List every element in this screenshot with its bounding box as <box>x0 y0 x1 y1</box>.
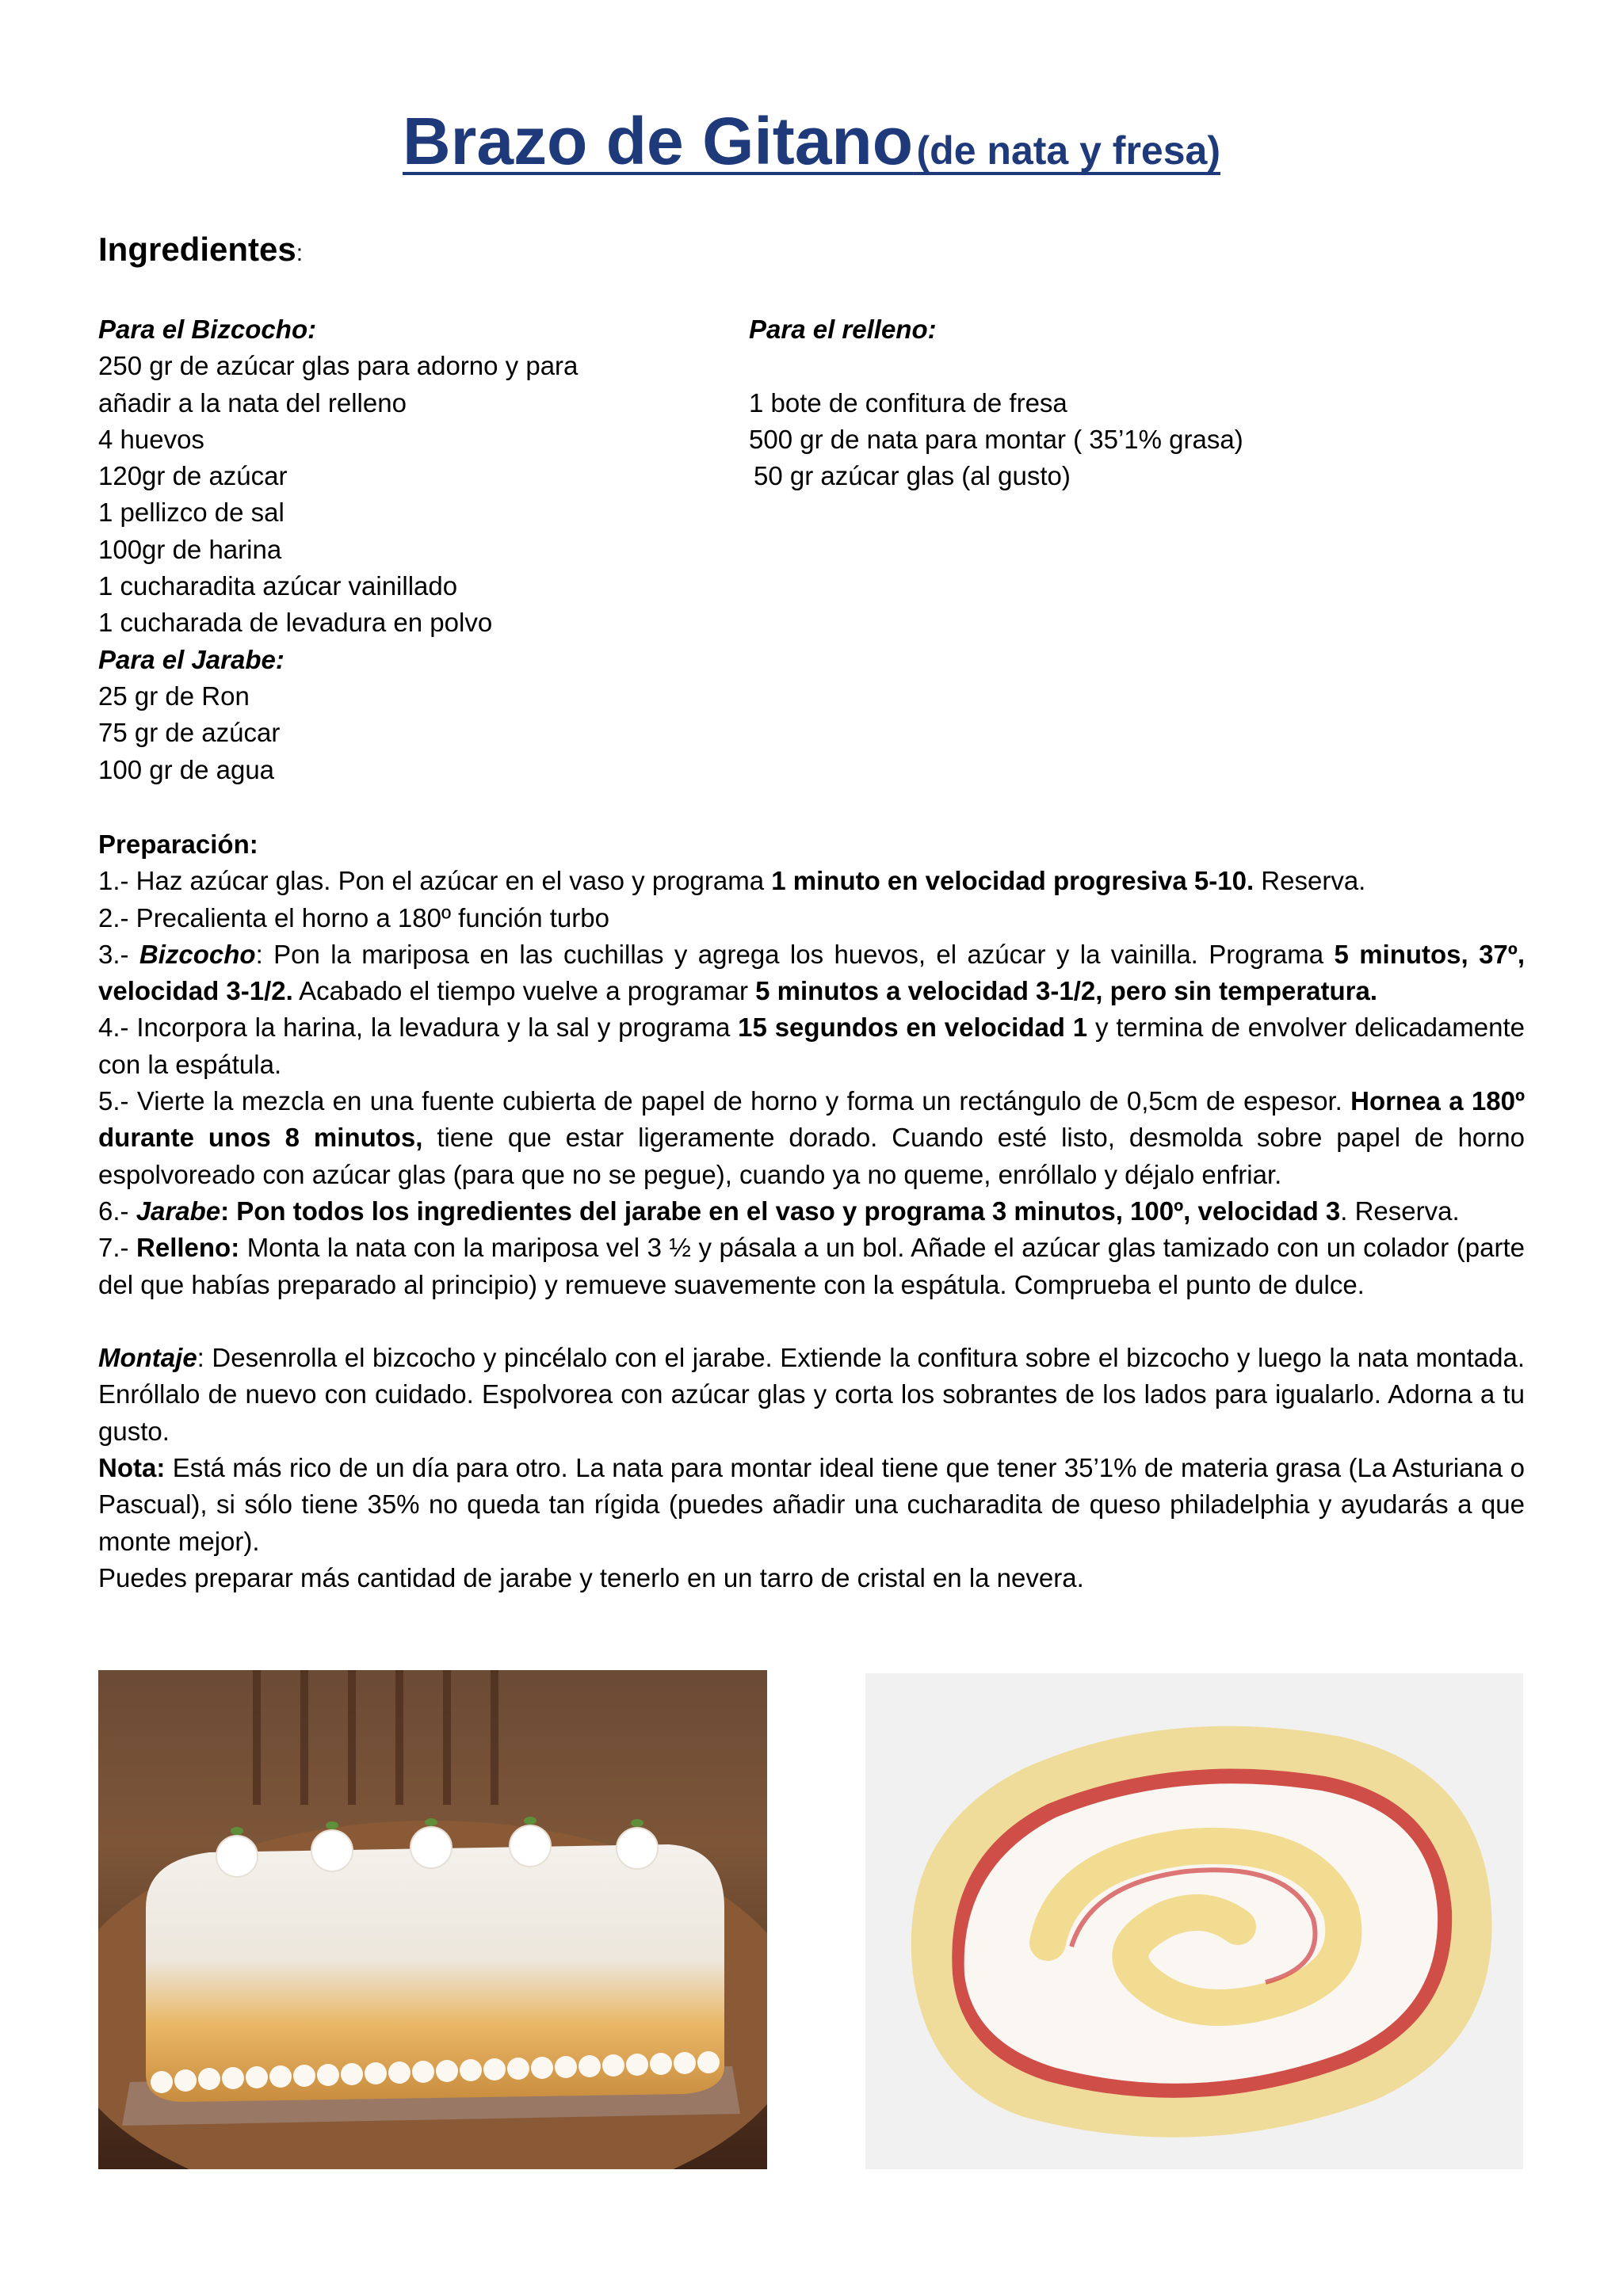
step-text: Reserva. <box>1254 866 1366 896</box>
step-5 <box>98 1083 1525 1193</box>
montaje-text: : Desenrolla el bizcocho y pincélalo con el jarabe. Extiende la confitura sobre el bizcocho y luego la nata montada. Enróllalo de nuevo con cuidado. Espolvorea con azúcar glas y corta los sobrantes de los lados para igualarlo. Adorna a tu gusto. <box>98 1343 1525 1446</box>
step-6 <box>98 1193 1525 1230</box>
step-text: 3.- <box>98 939 139 969</box>
ingredient-item: 75 gr de azúcar <box>98 718 281 748</box>
nota-extra: Puedes preparar más cantidad de jarabe y tenerlo en un tarro de cristal en la nevera. <box>98 1562 1084 1592</box>
step-text: 1.- Haz azúcar glas. Pon el azúcar en el vaso y programa <box>98 866 772 896</box>
step-7 <box>98 1230 1525 1303</box>
cake-slice-illustration <box>865 1673 1523 2169</box>
step-text: 6.- <box>98 1196 136 1226</box>
ingredient-item: 1 cucharada de levadura en polvo <box>98 608 493 638</box>
ingredient-item: 25 gr de Ron <box>98 681 250 711</box>
ingredient-item: 100gr de harina <box>98 534 282 564</box>
ingredient-item: 4 huevos <box>98 424 204 454</box>
cake-roll-illustration <box>98 1670 767 2169</box>
step-text: Monta la nata con la mariposa vel 3 ½ y pásala a un bol. Añade el azúcar glas tamizado con un colador (parte del que habías preparado al principio) y remueve suavemente con la espátula. Comprueba el punto de dulce. <box>98 1233 1525 1299</box>
page-title <box>0 101 1623 181</box>
step-label: Bizcocho <box>139 939 256 969</box>
step-emphasis: 3 minutos, 100º, velocidad 3 <box>991 1196 1341 1226</box>
ingredients-right-column <box>749 311 1462 494</box>
step-2 <box>98 900 1525 936</box>
ingredients-left-column <box>98 311 732 788</box>
bizcocho-heading: Para el Bizcocho: <box>98 315 317 344</box>
montaje-paragraph <box>98 1340 1525 1450</box>
step-text: : Pon todos los ingredientes del jarabe en el vaso y programa <box>220 1196 992 1226</box>
jarabe-heading: Para el Jarabe: <box>98 644 285 674</box>
step-text: 4.- Incorpora la harina, la levadura y la sal y programa <box>98 1013 739 1043</box>
step-text: : Pon la mariposa en las cuchillas y agrega los huevos, el azúcar y la vainilla. Programa <box>255 939 1335 969</box>
ingredient-item: 50 gr azúcar glas (al gusto) <box>754 461 1071 491</box>
preparation-heading: Preparación: <box>98 830 258 859</box>
ingredient-item: 100 gr de agua <box>98 754 275 784</box>
nota-paragraph <box>98 1450 1525 1560</box>
montaje-label: Montaje <box>98 1343 197 1373</box>
step-emphasis: 15 segundos en velocidad 1 <box>738 1013 1088 1043</box>
ingredient-item: 1 pellizco de sal <box>98 498 285 528</box>
ingredient-item: 1 cucharadita azúcar vainillado <box>98 571 458 601</box>
step-text: tiene que estar ligeramente dorado. Cuando esté listo, desmolda sobre papel de horno espolvoreado con azúcar glas (para que no se pegue), cuando ya no queme, enróllalo y déjalo enfriar. <box>98 1123 1525 1189</box>
step-text: . Reserva. <box>1340 1196 1460 1226</box>
step-text: Acabado el tiempo vuelve a programar <box>292 976 756 1006</box>
step-4 <box>98 1009 1525 1083</box>
step-label: Jarabe <box>136 1196 221 1226</box>
cake-roll-photo <box>98 1670 767 2169</box>
title-main: Brazo de Gitano <box>402 104 914 178</box>
nota-text: Está más rico de un día para otro. La nata para montar ideal tiene que tener 35’1% de materia grasa (La Asturiana o Pascual), si sólo tiene 35% no queda tan rígida (puedes añadir una cucharadita de queso philadelphia y ayudarás a que monte mejor). <box>98 1453 1525 1556</box>
ingredients-heading <box>98 230 303 269</box>
relleno-heading: Para el relleno: <box>749 315 937 344</box>
step-text: 7.- <box>98 1233 137 1263</box>
step-text: 2.- Precalienta el horno a 180º función turbo <box>98 902 609 933</box>
ingredient-item: 250 gr de azúcar glas para adorno y para <box>98 351 579 381</box>
step-1 <box>98 863 1525 899</box>
ingredients-heading-colon: : <box>296 240 304 266</box>
ingredients-heading-text: Ingredientes <box>98 231 296 268</box>
ingredient-item: 120gr de azúcar <box>98 461 288 491</box>
step-text: 5.- Vierte la mezcla en una fuente cubierta de papel de horno y forma un rectángulo de 0,5cm de espesor. <box>98 1086 1351 1116</box>
step-3 <box>98 936 1525 1010</box>
step-label: Relleno: <box>136 1233 240 1263</box>
spacer <box>98 1303 1525 1340</box>
cake-slice-photo <box>865 1673 1523 2169</box>
step-emphasis: Hornea a 180º durante unos 8 minutos, <box>98 1086 1525 1153</box>
step-emphasis: 5 minutos a velocidad 3-1/2, pero sin temperatura. <box>755 976 1378 1006</box>
title-subtitle: (de nata y fresa) <box>916 128 1220 173</box>
step-emphasis: 5 minutos, 37º, velocidad 3-1/2. <box>98 939 1525 1006</box>
ingredient-item: 1 bote de confitura de fresa <box>749 387 1067 418</box>
ingredient-item: 500 gr de nata para montar ( 35’1% grasa) <box>749 424 1243 454</box>
step-emphasis: 1 minuto en velocidad progresiva 5-10. <box>771 866 1254 896</box>
step-text: y termina de envolver delicadamente con la espátula. <box>98 1013 1526 1079</box>
spacer <box>749 348 1462 384</box>
preparation-section <box>98 826 1525 1596</box>
nota-label: Nota: <box>98 1453 166 1483</box>
ingredient-item: añadir a la nata del relleno <box>98 387 407 418</box>
